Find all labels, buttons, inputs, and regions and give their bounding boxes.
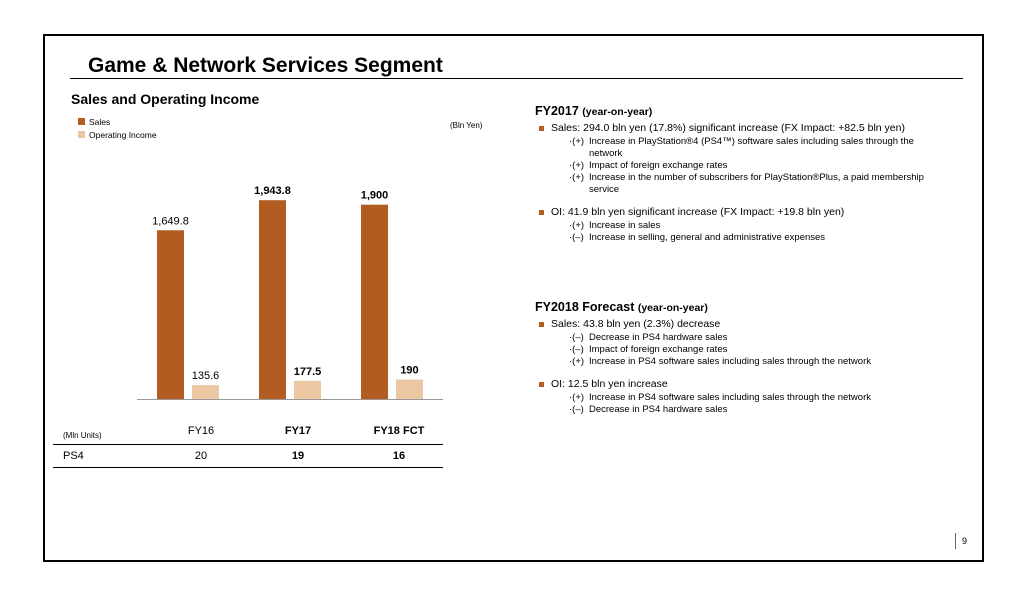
- list-item-mark: ·(+): [569, 392, 585, 403]
- list-item-mark: ·(+): [569, 172, 585, 183]
- bar-sales: [259, 200, 286, 399]
- units-table-unit: (Mln Units): [63, 431, 102, 440]
- commentary-panel: [535, 104, 975, 426]
- legend-swatch-sales: [78, 118, 85, 125]
- list-item-text: Decrease in PS4 hardware sales: [589, 332, 728, 343]
- page-title: Game & Network Services Segment: [88, 54, 443, 77]
- units-table-col-fy17: FY17: [284, 425, 312, 437]
- fy2018-oi-bullet: [535, 378, 975, 390]
- list-item: [569, 392, 975, 404]
- list-item-text: Impact of foreign exchange rates: [589, 160, 728, 171]
- units-table-header: [53, 416, 443, 444]
- list-item-mark: ·(–): [569, 332, 584, 343]
- data-label: 135.6: [191, 370, 220, 383]
- legend-swatch-operating-income: [78, 131, 85, 138]
- list-item-mark: ·(+): [569, 220, 585, 231]
- fy2017-heading: [535, 104, 975, 118]
- units-cell-fy18: 16: [392, 450, 406, 462]
- list-item-mark: ·(+): [569, 356, 585, 367]
- bar-operating-income: [396, 380, 423, 399]
- fy2018-oi-text: OI: 12.5 bln yen increase: [551, 378, 668, 390]
- data-label: 1,900: [360, 189, 389, 202]
- chart-title: Sales and Operating Income: [71, 91, 260, 107]
- chart-unit-label: (Bln Yen): [450, 121, 483, 130]
- table-bottom-rule: [53, 467, 443, 468]
- data-label: 177.5: [293, 365, 322, 378]
- list-item-text: Decrease in PS4 hardware sales: [589, 404, 728, 415]
- fy2017-subtitle: (year-on-year): [582, 106, 653, 118]
- list-item: [569, 160, 975, 172]
- list-item-mark: ·(–): [569, 344, 584, 355]
- page-number: 9: [955, 533, 967, 549]
- chart-legend: [78, 115, 157, 141]
- fy2017-oi-bullet: [535, 206, 975, 218]
- list-item-text: Increase in PS4 software sales including sales through the network: [589, 356, 871, 367]
- legend-label-sales: Sales: [89, 116, 111, 127]
- bullet-square-icon: [539, 210, 544, 215]
- fy2018-sales-items: [569, 332, 975, 368]
- list-item: [569, 136, 975, 160]
- bar-chart: [125, 154, 455, 404]
- table-row: [53, 445, 443, 467]
- list-item-mark: ·(–): [569, 404, 584, 415]
- legend-item-sales: [78, 115, 157, 128]
- fy2017-oi-text: OI: 41.9 bln yen significant increase (FX Impact: +19.8 bln yen): [551, 206, 845, 218]
- fy2018-subtitle: (year-on-year): [637, 302, 708, 314]
- fy2017-sales-text: Sales: 294.0 bln yen (17.8%) significant increase (FX Impact: +82.5 bln yen): [551, 122, 905, 134]
- units-cell-fy17: 19: [291, 450, 305, 462]
- list-item-text: Impact of foreign exchange rates: [589, 344, 728, 355]
- units-cell-fy16: 20: [194, 450, 208, 462]
- fy2018-oi-items: [569, 392, 975, 416]
- data-label: 190: [400, 364, 419, 377]
- units-table: [53, 416, 443, 468]
- legend-label-operating-income: Operating Income: [89, 129, 157, 140]
- list-item: [569, 172, 975, 196]
- list-item-mark: ·(+): [569, 136, 585, 147]
- bar-sales: [361, 205, 388, 399]
- bullet-square-icon: [539, 382, 544, 387]
- bullet-square-icon: [539, 322, 544, 327]
- list-item: [569, 404, 975, 416]
- list-item: [569, 356, 975, 368]
- fy2017-oi-items: [569, 220, 975, 244]
- list-item-text: Increase in sales: [589, 220, 661, 231]
- units-row-label: PS4: [63, 450, 84, 462]
- bar-operating-income: [192, 385, 219, 399]
- fy2018-heading: [535, 300, 975, 314]
- list-item: [569, 344, 975, 356]
- bullet-square-icon: [539, 126, 544, 131]
- fy2018-title: FY2018 Forecast: [535, 300, 635, 314]
- list-item-text: Increase in PS4 software sales including sales through the network: [589, 392, 871, 403]
- slide: [43, 34, 984, 562]
- list-item-mark: ·(+): [569, 160, 585, 171]
- fy2017-sales-bullet: [535, 122, 975, 134]
- data-label: 1,943.8: [254, 185, 291, 198]
- list-item: [569, 220, 975, 232]
- fy2018-sales-bullet: [535, 318, 975, 330]
- fy2017-section: [535, 104, 975, 244]
- fy2018-section: [535, 300, 975, 416]
- fy2017-title: FY2017: [535, 104, 579, 118]
- fy2018-sales-text: Sales: 43.8 bln yen (2.3%) decrease: [551, 318, 721, 330]
- units-table-col-fy16: FY16: [187, 425, 215, 437]
- data-label: 1,649.8: [152, 215, 189, 228]
- list-item-text: Increase in the number of subscribers for PlayStation®Plus, a paid membership service: [589, 172, 924, 195]
- fy2017-sales-items: [569, 136, 975, 196]
- list-item: [569, 232, 975, 244]
- legend-item-operating-income: [78, 128, 157, 141]
- list-item-text: Increase in selling, general and administrative expenses: [589, 232, 826, 243]
- list-item: [569, 332, 975, 344]
- bar-operating-income: [294, 381, 321, 399]
- title-underline: [70, 78, 963, 79]
- bar-sales: [157, 230, 184, 399]
- list-item-text: Increase in PlayStation®4 (PS4™) software sales including sales through the network: [589, 136, 914, 159]
- units-table-col-fy18: FY18 FCT: [373, 425, 425, 437]
- list-item-mark: ·(–): [569, 232, 584, 243]
